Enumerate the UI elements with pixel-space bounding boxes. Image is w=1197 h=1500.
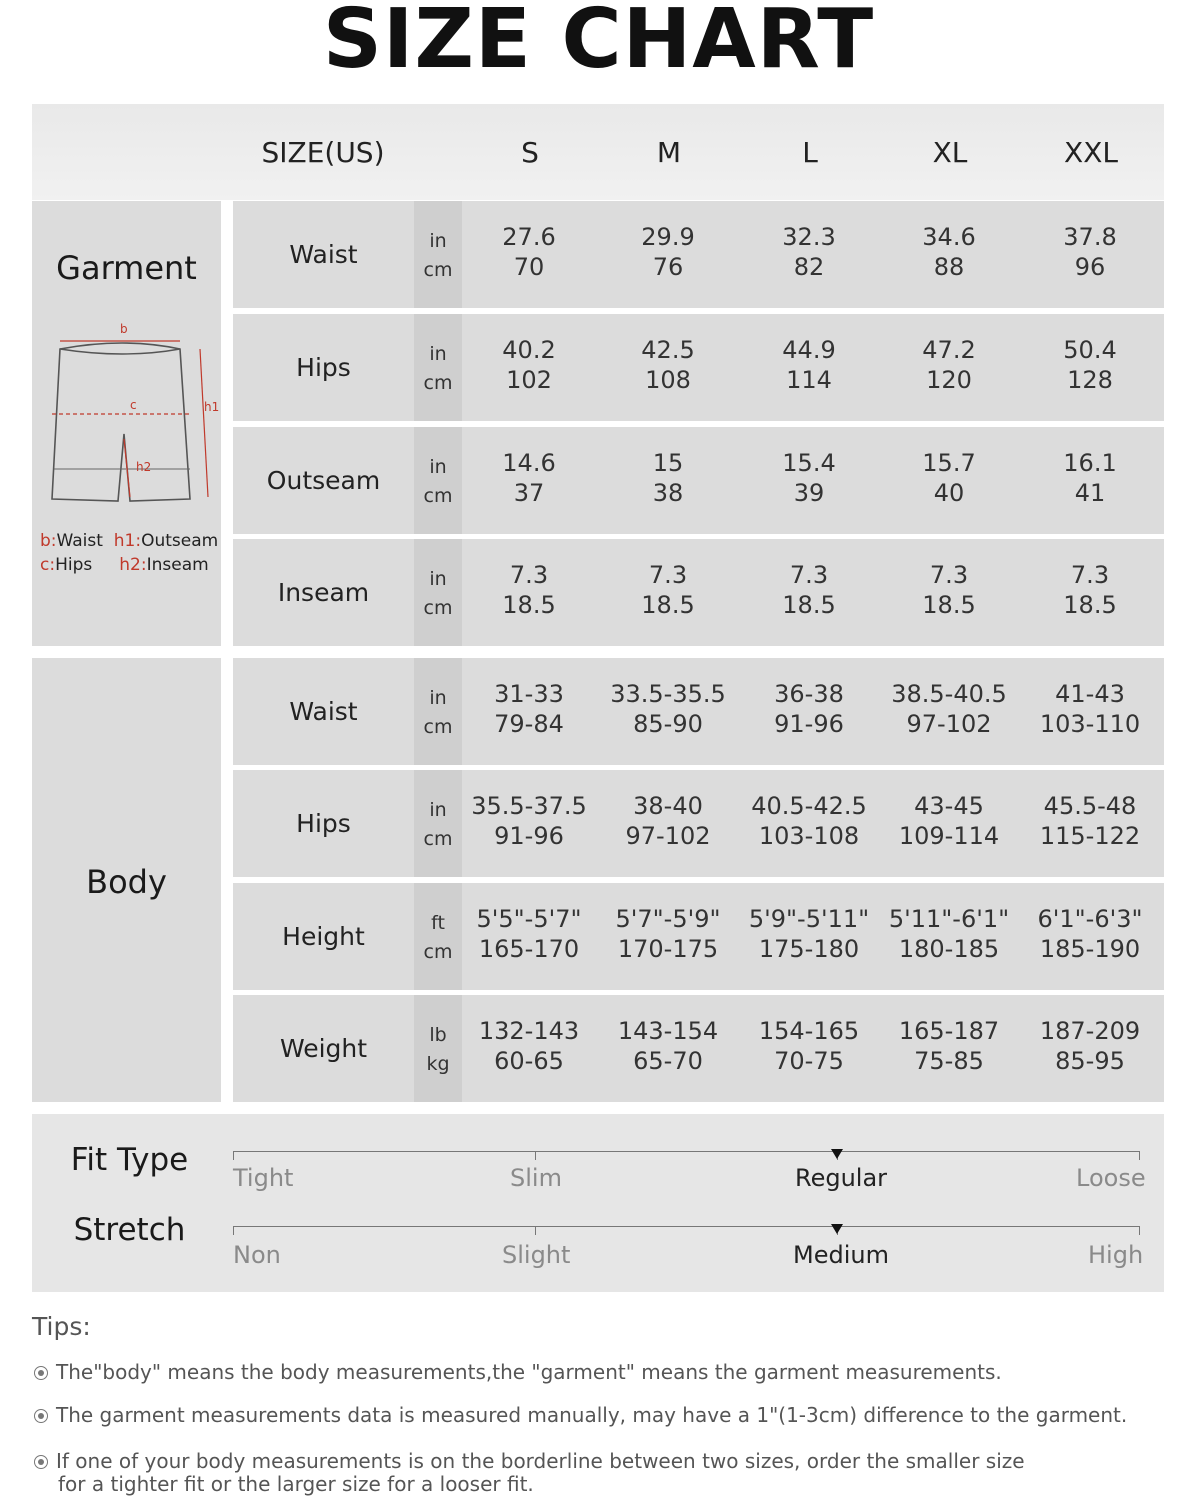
cell-value: 5'9"-5'11": [748, 905, 870, 933]
unit-label: cm: [423, 941, 453, 963]
diagram-label-h2: h2: [136, 460, 152, 474]
unit-label: cm: [423, 597, 453, 619]
unit-strip: [414, 658, 462, 765]
legend-key-h2: h2:: [119, 555, 147, 575]
stretch-tick: [233, 1227, 234, 1235]
fit-option-loose: Loose: [1076, 1164, 1146, 1192]
fit-type-marker-icon: [831, 1149, 843, 1159]
cell-value: 15: [652, 449, 684, 477]
cell-value: 14.6: [502, 449, 556, 477]
cell-value: 6'1"-6'3": [1037, 905, 1143, 933]
cell-value: 165-170: [478, 935, 580, 963]
cell-value: 43-45: [914, 792, 984, 820]
cell-value: 7.3: [648, 561, 688, 589]
cell-value: 70: [513, 253, 545, 281]
cell-value: 120: [926, 366, 972, 394]
size-header-row: [32, 104, 1164, 200]
cell-value: 103-110: [1039, 710, 1141, 738]
body-row-hips: [233, 770, 1164, 877]
stretch-option-high: High: [1088, 1241, 1144, 1269]
unit-label: kg: [426, 1053, 450, 1075]
size-m: M: [656, 136, 682, 169]
cell-value: 185-190: [1039, 935, 1141, 963]
legend-key-h1: h1:: [113, 531, 142, 551]
unit-strip: [414, 883, 462, 990]
fit-tick: [233, 1152, 234, 1160]
body-label: Body: [86, 863, 167, 901]
cell-value: 7.3: [1070, 561, 1110, 589]
unit-strip: [414, 427, 462, 534]
cell-value: 41: [1074, 479, 1106, 507]
fit-type-label: Fit Type: [70, 1142, 189, 1178]
legend-key-b: b:: [40, 531, 57, 551]
cell-value: 18.5: [502, 591, 556, 619]
body-panel: [32, 658, 221, 1102]
stretch-option-non: Non: [233, 1241, 281, 1269]
cell-value: 7.3: [929, 561, 969, 589]
cell-value: 38-40: [633, 792, 703, 820]
cell-value: 38.5-40.5: [891, 680, 1007, 708]
tip-item-1: [34, 1361, 1174, 1384]
stretch-option-medium: Medium: [793, 1241, 889, 1269]
cell-value: 70-75: [774, 1047, 844, 1075]
cell-value: 65-70: [633, 1047, 703, 1075]
size-l: L: [802, 136, 818, 169]
cell-value: 91-96: [774, 710, 844, 738]
cell-value: 18.5: [922, 591, 976, 619]
unit-label: cm: [423, 485, 453, 507]
garment-panel: [32, 201, 221, 646]
unit-strip: [414, 314, 462, 421]
bullet-icon: [34, 1366, 48, 1380]
unit-strip: [414, 539, 462, 646]
cell-value: 42.5: [641, 336, 695, 364]
cell-value: 103-108: [758, 822, 860, 850]
garment-row-outseam: [233, 427, 1164, 534]
legend-row-1: [40, 531, 218, 551]
body-row-height: [233, 883, 1164, 990]
row-label: Hips: [296, 809, 351, 838]
unit-label: lb: [429, 1024, 447, 1046]
cell-value: 18.5: [641, 591, 695, 619]
diagram-label-b: b: [120, 322, 128, 336]
cell-value: 5'7"-5'9": [615, 905, 721, 933]
row-label: Height: [282, 922, 365, 951]
unit-label: cm: [423, 828, 453, 850]
shorts-diagram-icon: [40, 319, 220, 519]
legend-text-inseam: Inseam: [146, 555, 209, 575]
size-xl: XL: [932, 136, 968, 169]
cell-value: 96: [1074, 253, 1106, 281]
cell-value: 18.5: [782, 591, 836, 619]
cell-value: 60-65: [494, 1047, 564, 1075]
cell-value: 114: [786, 366, 832, 394]
cell-value: 143-154: [617, 1017, 719, 1045]
cell-value: 97-102: [625, 822, 711, 850]
legend-key-c: c:: [40, 555, 56, 575]
cell-value: 38: [652, 479, 684, 507]
unit-label: in: [429, 343, 447, 365]
cell-value: 39: [793, 479, 825, 507]
stretch-tick: [535, 1227, 536, 1235]
cell-value: 97-102: [906, 710, 992, 738]
cell-value: 128: [1067, 366, 1113, 394]
cell-value: 82: [793, 253, 825, 281]
fit-option-regular: Regular: [795, 1164, 888, 1192]
cell-value: 7.3: [509, 561, 549, 589]
tip-text-3: If one of your body measurements is on the borderline between two sizes, order the smaller size: [56, 1449, 1025, 1473]
cell-value: 5'11"-6'1": [888, 905, 1010, 933]
diagram-label-h1: h1: [204, 400, 220, 414]
unit-label: cm: [423, 372, 453, 394]
fit-tick: [535, 1152, 536, 1160]
cell-value: 88: [933, 253, 965, 281]
tip-item-2: [34, 1404, 1174, 1427]
cell-value: 37.8: [1063, 223, 1117, 251]
page-title: SIZE CHART: [322, 0, 875, 87]
cell-value: 154-165: [758, 1017, 860, 1045]
cell-value: 40.2: [502, 336, 556, 364]
cell-value: 91-96: [494, 822, 564, 850]
cell-value: 109-114: [898, 822, 1000, 850]
cell-value: 27.6: [502, 223, 556, 251]
unit-label: in: [429, 230, 447, 252]
size-xxl: XXL: [1064, 136, 1118, 169]
row-label: Hips: [296, 353, 351, 382]
cell-value: 35.5-37.5: [471, 792, 587, 820]
size-s: S: [521, 136, 539, 169]
bullet-icon: [34, 1409, 48, 1423]
cell-value: 102: [506, 366, 552, 394]
garment-row-inseam: [233, 539, 1164, 646]
fit-stretch-panel: [32, 1114, 1164, 1292]
size-us-label: SIZE(US): [261, 136, 385, 169]
tip-text-2: The garment measurements data is measured manually, may have a 1"(1-3cm) difference to the garment.: [56, 1403, 1128, 1427]
unit-label: in: [429, 799, 447, 821]
bullet-icon: [34, 1455, 48, 1469]
cell-value: 175-180: [758, 935, 860, 963]
unit-strip: [414, 201, 462, 308]
cell-value: 33.5-35.5: [610, 680, 726, 708]
unit-label: cm: [423, 259, 453, 281]
cell-value: 108: [645, 366, 691, 394]
cell-value: 7.3: [789, 561, 829, 589]
unit-label: in: [429, 456, 447, 478]
garment-label: Garment: [56, 249, 197, 287]
cell-value: 15.4: [782, 449, 836, 477]
stretch-label: Stretch: [73, 1212, 186, 1248]
cell-value: 37: [513, 479, 545, 507]
cell-value: 50.4: [1063, 336, 1117, 364]
unit-label: ft: [431, 912, 445, 934]
stretch-tick: [1139, 1227, 1140, 1235]
garment-row-hips: [233, 314, 1164, 421]
fit-tick: [1139, 1152, 1140, 1160]
garment-row-waist: [233, 201, 1164, 308]
cell-value: 5'5"-5'7": [476, 905, 582, 933]
cell-value: 41-43: [1055, 680, 1125, 708]
cell-value: 187-209: [1039, 1017, 1141, 1045]
unit-strip: [414, 770, 462, 877]
cell-value: 16.1: [1063, 449, 1117, 477]
fit-option-tight: Tight: [233, 1164, 294, 1192]
cell-value: 34.6: [922, 223, 976, 251]
cell-value: 32.3: [782, 223, 836, 251]
cell-value: 15.7: [922, 449, 976, 477]
cell-value: 85-90: [633, 710, 703, 738]
cell-value: 45.5-48: [1043, 792, 1137, 820]
row-label: Outseam: [266, 466, 381, 495]
cell-value: 47.2: [922, 336, 976, 364]
cell-value: 40: [933, 479, 965, 507]
body-row-waist: [233, 658, 1164, 765]
unit-label: in: [429, 568, 447, 590]
cell-value: 165-187: [898, 1017, 1000, 1045]
cell-value: 76: [652, 253, 684, 281]
body-row-weight: [233, 995, 1164, 1102]
cell-value: 132-143: [478, 1017, 580, 1045]
tip-text-1: The"body" means the body measurements,the "garment" means the garment measurements.: [56, 1360, 1002, 1384]
row-label: Weight: [279, 1034, 368, 1063]
stretch-marker-icon: [831, 1224, 843, 1234]
cell-value: 180-185: [898, 935, 1000, 963]
row-label: Inseam: [277, 578, 370, 607]
cell-value: 75-85: [914, 1047, 984, 1075]
fit-option-slim: Slim: [510, 1164, 562, 1192]
cell-value: 29.9: [641, 223, 695, 251]
diagram-label-c: c: [130, 398, 137, 412]
cell-value: 18.5: [1063, 591, 1117, 619]
size-chart-table: [32, 104, 1164, 1102]
cell-value: 115-122: [1039, 822, 1141, 850]
tip-text-3-cont: for a tighter fit or the larger size for a looser fit.: [58, 1472, 534, 1496]
fit-type-scale: [233, 1151, 1140, 1152]
unit-label: in: [429, 687, 447, 709]
row-label: Waist: [289, 240, 358, 269]
cell-value: 31-33: [494, 680, 564, 708]
cell-value: 79-84: [494, 710, 564, 738]
tips-title: Tips:: [32, 1312, 91, 1341]
unit-strip: [414, 995, 462, 1102]
legend-row-2: [40, 555, 209, 575]
cell-value: 44.9: [782, 336, 836, 364]
legend-text-hips: Hips: [55, 555, 93, 575]
cell-value: 40.5-42.5: [751, 792, 867, 820]
stretch-scale: [233, 1226, 1140, 1227]
tip-item-3: [34, 1450, 1174, 1496]
legend-text-outseam: Outseam: [141, 531, 219, 551]
stretch-option-slight: Slight: [502, 1241, 571, 1269]
unit-label: cm: [423, 716, 453, 738]
cell-value: 170-175: [617, 935, 719, 963]
cell-value: 36-38: [774, 680, 844, 708]
row-label: Waist: [289, 697, 358, 726]
cell-value: 85-95: [1055, 1047, 1125, 1075]
legend-text-waist: Waist: [56, 531, 103, 551]
